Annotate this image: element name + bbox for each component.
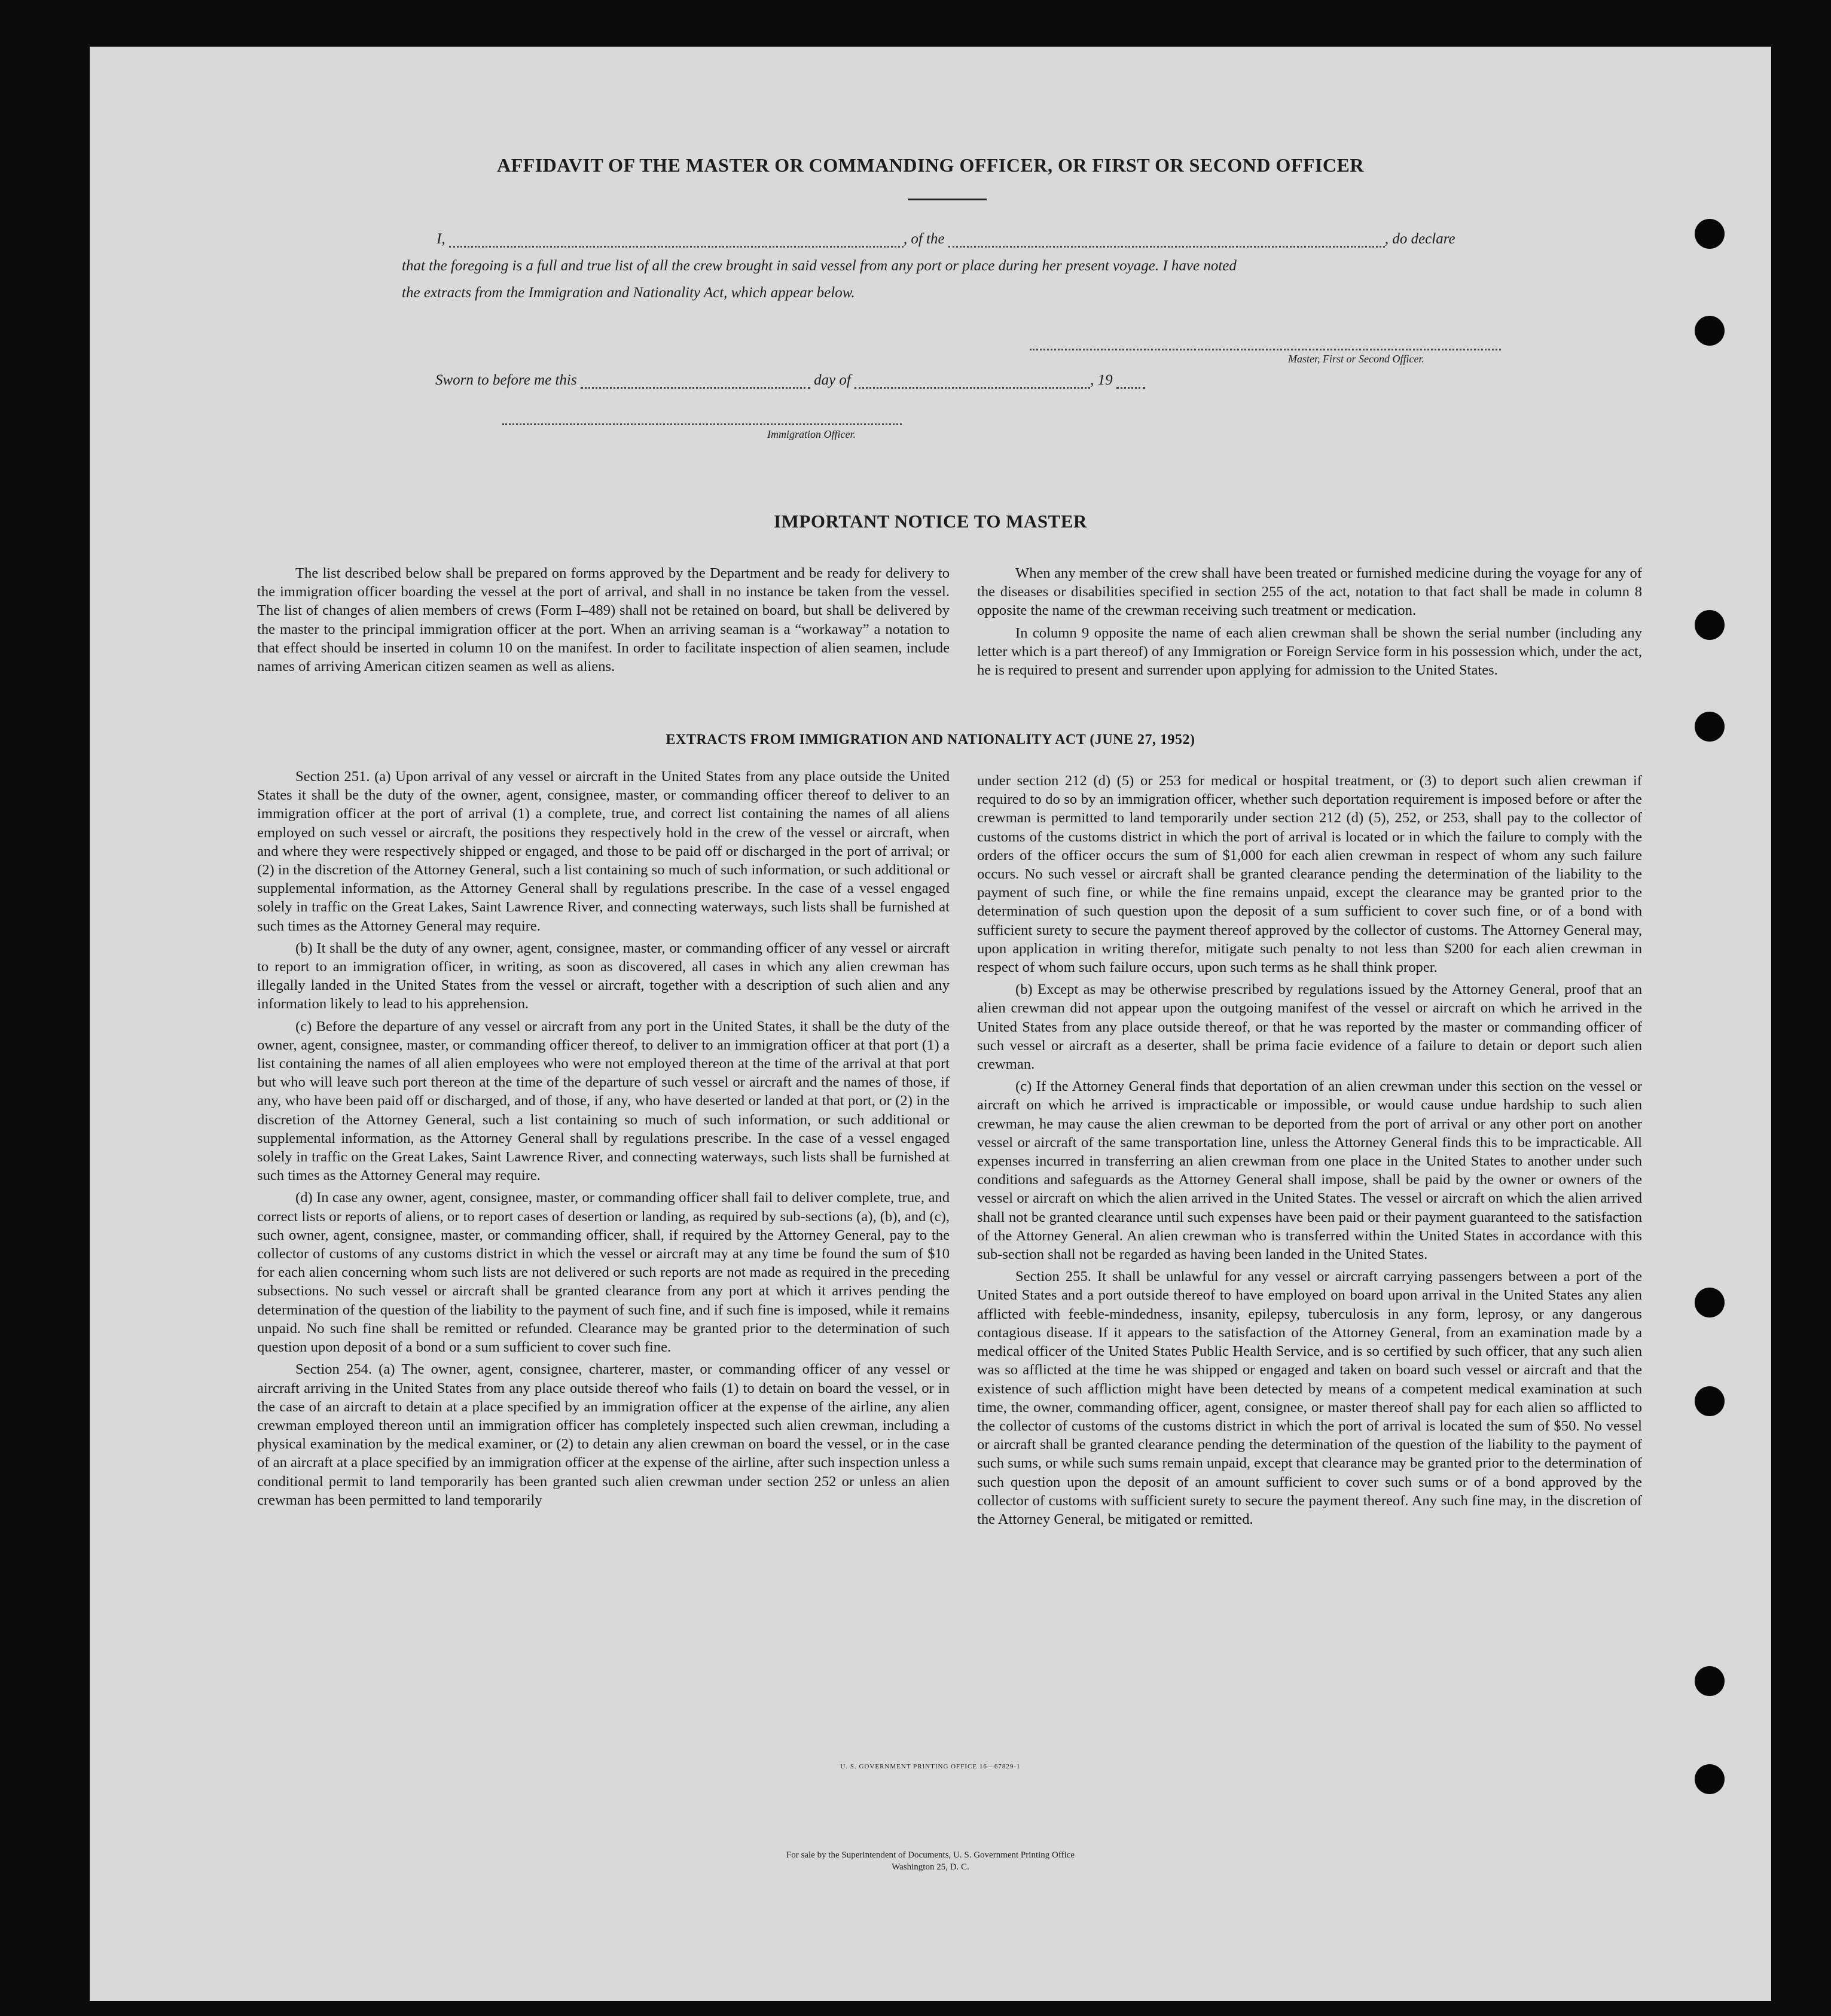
- printer-line: U. S. GOVERNMENT PRINTING OFFICE 16—67829-1: [840, 1763, 1021, 1770]
- year-label: , 19: [1090, 372, 1113, 388]
- sale-line-2: Washington 25, D. C.: [892, 1862, 969, 1872]
- punch-hole-icon: [1695, 316, 1725, 346]
- declaration-line-3: the extracts from the Immigration and Nationality Act, which appear below.: [402, 285, 855, 301]
- name-blank[interactable]: [449, 234, 904, 248]
- declaration-do-declare: , do declare: [1384, 231, 1455, 247]
- section-251-c: (c) Before the departure of any vessel or aircraft from any port in the United States, it shall be the duty of the owner, agent, consignee, master, or commanding officer thereof, to deliver to an immigration officer at that port (1) a list containing the names of all alien employees who were not employed thereon at the time of the arrival at that port but who will leave such port thereon at the time of the departure of such vessel or aircraft and the names of those, if any, who have been paid off or discharged, and of those, if any, who have deserted or landed at that port, or (2) in the discretion of the Attorney General, such a list containing so much of such information, or such additional or supplemental information, as the Attorney General shall by regulations prescribe. In the case of a vessel engaged solely in traffic on the Great Lakes, Saint Lawrence River, and connecting waterways, such lists shall be furnished at such times as the Attorney General may require.: [257, 1018, 950, 1184]
- section-254-a-continued: under section 212 (d) (5) or 253 for medical or hospital treatment, or (3) to deport such alien crewman if required to do so by an immigration officer, whether such deportation requirement is imposed before or after the crewman is permitted to land temporarily under section 212 (d) (5), 252, or 253, shall pay to the collector of customs of the customs district in which the port of arrival is located or in which the failure to comply with the orders of the officer occurs the sum of $1,000 for each alien crewman in respect of whom any such failure occurs. No such vessel or aircraft shall be granted clearance pending the determination of the liability to the payment of such fine, or while the fine remains unpaid, except the clearance may be granted prior to the determination of such question upon the deposit of a sum sufficient to cover such fine, or of a bond with sufficient surety to secure the payment thereof approved by the collector of customs. The Attorney General may, upon application in writing therefor, mitigate such penalty to not less than $200 for each alien crewman in respect of whom such failure occurs, upon such terms as he shall think proper.: [977, 773, 1642, 976]
- section-251-b: (b) It shall be the duty of any owner, agent, consignee, master, or commanding officer of any vessel or aircraft to report to an immigration officer, in writing, as soon as discovered, all cases in which any alien crewman has illegally landed in the United States from the vessel or aircraft, together with a description of such alien and any information likely to lead to his apprehension.: [257, 940, 950, 1012]
- punch-hole-icon: [1695, 1666, 1725, 1696]
- month-blank[interactable]: [855, 375, 1090, 389]
- declaration-i: I,: [437, 231, 445, 247]
- punch-hole-icon: [1695, 1288, 1725, 1317]
- extracts-heading: EXTRACTS FROM IMMIGRATION AND NATIONALITY ACT (JUNE 27, 1952): [666, 732, 1195, 748]
- extracts-left-column: [257, 767, 950, 1513]
- punch-hole-icon: [1695, 610, 1725, 640]
- notice-right-column: [977, 564, 1642, 683]
- punch-holes: [1652, 47, 1771, 2001]
- notice-heading: IMPORTANT NOTICE TO MASTER: [774, 511, 1087, 532]
- section-254-a: Section 254. (a) The owner, agent, consignee, charterer, master, or commanding officer of any vessel or aircraft arriving in the United States from any place outside thereof who fails (1) to detain on board the vessel, or in the case of an aircraft to detain at a place specified by an immigration officer at the expense of the airline, any alien crewman employed thereon until an immigration officer has completely inspected such alien crewman, including a physical examination by the medical examiner, or (2) to detain any alien crewman on board the vessel, or in the case of an aircraft at a place specified by an immigration officer at the expense of the airline, after such inspection unless a conditional permit to land temporarily has been granted such alien crewman under section 252 or unless an alien crewman has been permitted to land temporarily: [257, 1361, 950, 1508]
- sworn-line: [435, 372, 1145, 389]
- form-page: [90, 47, 1771, 2001]
- section-251-a: Section 251. (a) Upon arrival of any vessel or aircraft in the United States from any place outside the United States it shall be the duty of the owner, agent, consignee, master, or commanding officer thereof to deliver to an immigration officer at the port of arrival (1) a complete, true, and correct list containing the names of all aliens employed on such vessel or aircraft, the positions they respectively hold in the crew of the vessel or aircraft, when and where they were respectively shipped or engaged, and those to be paid off or discharged in the port of arrival; or (2) in the discretion of the Attorney General, such a list containing so much of such information, or such additional or supplemental information, as the Attorney General shall by regulations prescribe. In the case of a vessel engaged solely in traffic on the Great Lakes, Saint Lawrence River, and connecting waterways, such lists shall be furnished at such times as the Attorney General may require.: [257, 768, 950, 934]
- title-rule: [908, 199, 987, 200]
- declaration-line-2: that the foregoing is a full and true list of all the crew brought in said vessel from any port or place during her present voyage. I have noted: [402, 258, 1237, 274]
- officer-signature-line[interactable]: [502, 423, 902, 425]
- declaration-of-the: , of the: [903, 231, 945, 247]
- day-of-label: day of: [814, 372, 851, 388]
- affidavit-title: AFFIDAVIT OF THE MASTER OR COMMANDING OFFICER, OR FIRST OR SECOND OFFICER: [497, 154, 1364, 176]
- master-signature-line[interactable]: [1030, 349, 1501, 350]
- section-251-d: (d) In case any owner, agent, consignee, master, or commanding officer shall fail to deliver complete, true, and correct lists or reports of aliens, or to report cases of desertion or landing, as required by sub-sections (a), (b), and (c), such owner, agent, consignee, master, or commanding officer, shall, if required by the Attorney General, pay to the collector of customs of any customs district in which the vessel or aircraft may at any time be found the sum of $10 for each alien concerning whom such lists are not delivered or such reports are not made as required in the preceding subsections. No such vessel or aircraft shall be granted clearance from any port at which it arrives pending the determination of the question of the liability to the payment of such fine, and if such fine is imposed, while it remains unpaid. No such fine shall be remitted or refunded. Clearance may be granted prior to the determination of such question upon deposit of a bond or a sum sufficient to cover such fine.: [257, 1190, 950, 1356]
- declaration-line-1: [437, 231, 1455, 248]
- vessel-blank[interactable]: [948, 234, 1385, 248]
- extracts-right-column: [977, 771, 1642, 1532]
- section-254-b: (b) Except as may be otherwise prescribed by regulations issued by the Attorney General, proof that an alien crewman did not appear upon the outgoing manifest of the vessel or aircraft on which he arrived in the United States from any place outside thereof, or that he was reported by the master or commanding officer of such vessel or aircraft as a deserter, shall be prima facie evidence of a failure to detain or deport such alien crewman.: [977, 981, 1642, 1073]
- year-blank[interactable]: [1116, 375, 1145, 389]
- notice-right-paragraph-1: When any member of the crew shall have been treated or furnished medicine during the voyage for any of the diseases or disabilities specified in section 255 of the act, notation to that fact shall be made in column 8 opposite the name of the crewman receiving such treatment or medication.: [977, 565, 1642, 619]
- punch-hole-icon: [1695, 219, 1725, 249]
- sworn-day-blank[interactable]: [581, 375, 810, 389]
- sale-line-1: For sale by the Superintendent of Documents, U. S. Government Printing Office: [786, 1850, 1075, 1860]
- officer-caption: Immigration Officer.: [767, 428, 856, 440]
- punch-hole-icon: [1695, 1386, 1725, 1416]
- section-255: Section 255. It shall be unlawful for any vessel or aircraft carrying passengers between a port of the United States and a port outside thereof to have employed on board upon arrival in the United States any alien afflicted with feeble-mindedness, insanity, epilepsy, tuberculosis in any form, leprosy, or any dangerous contagious disease. If it appears to the satisfaction of the Attorney General, from an examination made by a medical officer of the United States Public Health Service, and is so certified by such officer, that any such alien was so afflicted at the time he was shipped or engaged and taken on board such vessel or aircraft and that the existence of such affliction might have been detected by means of a competent medical examination at such time, the owner, commanding officer, agent, consignee, or master thereof shall pay for each alien so afflicted to the collector of customs of the customs district in which the port of arrival is located the sum of $50. No vessel or aircraft shall be granted clearance pending the determination of the question of the liability to the payment of such sums, or while such sums remain unpaid, except that clearance may be granted prior to the determination of such question upon the deposit of an amount sufficient to cover such sums or of a bond approved by the collector of customs with sufficient surety to secure the payment thereof. Any such fine may, in the discretion of the Attorney General, be mitigated or remitted.: [977, 1268, 1642, 1527]
- sworn-label: Sworn to before me this: [435, 372, 577, 388]
- master-caption: Master, First or Second Officer.: [1288, 353, 1424, 365]
- notice-left-column: [257, 564, 950, 679]
- notice-left-paragraph: The list described below shall be prepared on forms approved by the Department and be ready for delivery to the immigration officer boarding the vessel at the port of arrival, and shall in no instance be taken from the vessel. The list of changes of alien members of crews (Form I–489) shall not be retained on board, but shall be delivered by the master to the principal immigration officer at the port. When an arriving seaman is a “workaway” a notation to that effect should be inserted in column 10 on the manifest. In order to facilitate inspection of alien seamen, include names of arriving American citizen seamen as well as aliens.: [257, 565, 950, 675]
- notice-right-paragraph-2: In column 9 opposite the name of each alien crewman shall be shown the serial number (including any letter which is a part thereof) of any Immigration or Foreign Service form in his possession which, under the act, he is required to present and surrender upon applying for admission to the United States.: [977, 624, 1642, 679]
- section-254-c: (c) If the Attorney General finds that deportation of an alien crewman under this section on the vessel or aircraft on which he arrived is impracticable or impossible, or would cause undue hardship to such alien crewman, he may cause the alien crewman to be deported from the port of arrival or any other port on another vessel or aircraft of the same transportation line, unless the Attorney General finds this to be impracticable. All expenses incurred in transferring an alien crewman from one place in the United States to another under such conditions and safeguards as the Attorney General shall impose, shall be paid by the owner or owners of the vessel or aircraft on which the alien arrived in the United States. The vessel or aircraft on which the alien arrived shall not be granted clearance until such expenses have been paid or their payment guaranteed to the satisfaction of the Attorney General. An alien crewman who is transferred within the United States in accordance with this sub-section shall not be regarded as having been landed in the United States.: [977, 1078, 1642, 1263]
